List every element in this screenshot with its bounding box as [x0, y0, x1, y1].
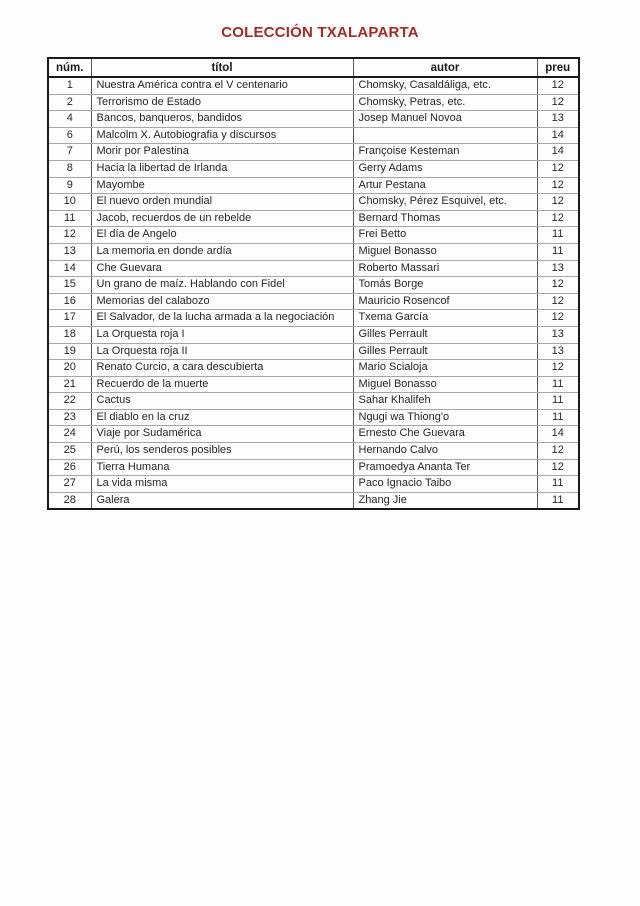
- cell-titol: Tierra Humana: [91, 459, 353, 476]
- cell-autor: Ernesto Che Guevara: [353, 426, 537, 443]
- cell-preu: 12: [537, 310, 579, 327]
- cell-autor: Chomsky, Casaldáliga, etc.: [353, 77, 537, 94]
- page-title: COLECCIÓN TXALAPARTA: [221, 24, 419, 41]
- column-header-autor: autor: [353, 58, 537, 77]
- cell-titol: Galera: [91, 492, 353, 509]
- cell-autor: Gerry Adams: [353, 160, 537, 177]
- cell-autor: Ngugi wa Thiong'o: [353, 409, 537, 426]
- cell-num: 18: [48, 326, 91, 343]
- cell-titol: Viaje por Sudamérica: [91, 426, 353, 443]
- cell-num: 22: [48, 393, 91, 410]
- table-row: [48, 111, 579, 128]
- cell-num: 20: [48, 360, 91, 377]
- table-row: [48, 227, 579, 244]
- table-row: [48, 144, 579, 161]
- header-row: [48, 58, 579, 77]
- cell-num: 11: [48, 210, 91, 227]
- cell-num: 6: [48, 127, 91, 144]
- cell-titol: Recuerdo de la muerte: [91, 376, 353, 393]
- cell-titol: Che Guevara: [91, 260, 353, 277]
- cell-autor: Paco Ignacio Taibo: [353, 476, 537, 493]
- book-table: [47, 57, 580, 510]
- cell-titol: Perú, los senderos posibles: [91, 443, 353, 460]
- cell-preu: 12: [537, 177, 579, 194]
- cell-titol: Hacia la libertad de Irlanda: [91, 160, 353, 177]
- cell-num: 15: [48, 277, 91, 294]
- table-row: [48, 293, 579, 310]
- cell-autor: Gilles Perrault: [353, 326, 537, 343]
- cell-autor: Txema García: [353, 310, 537, 327]
- table-row: [48, 243, 579, 260]
- cell-titol: Bancos, banqueros, bandidos: [91, 111, 353, 128]
- cell-titol: Jacob, recuerdos de un rebelde: [91, 210, 353, 227]
- table-row: [48, 127, 579, 144]
- cell-preu: 12: [537, 160, 579, 177]
- cell-num: 10: [48, 194, 91, 211]
- cell-autor: Roberto Massari: [353, 260, 537, 277]
- cell-preu: 11: [537, 376, 579, 393]
- cell-titol: Cactus: [91, 393, 353, 410]
- cell-num: 28: [48, 492, 91, 509]
- cell-titol: El nuevo orden mundial: [91, 194, 353, 211]
- cell-autor: Bernard Thomas: [353, 210, 537, 227]
- table-row: [48, 260, 579, 277]
- table-row: [48, 409, 579, 426]
- cell-titol: Morir por Palestina: [91, 144, 353, 161]
- cell-num: 4: [48, 111, 91, 128]
- table-row: [48, 360, 579, 377]
- table-row: [48, 310, 579, 327]
- cell-num: 19: [48, 343, 91, 360]
- cell-autor: Tomás Borge: [353, 277, 537, 294]
- cell-preu: 12: [537, 293, 579, 310]
- cell-preu: 12: [537, 360, 579, 377]
- cell-autor: Josep Manuel Novoa: [353, 111, 537, 128]
- cell-preu: 12: [537, 277, 579, 294]
- cell-titol: Terrorismo de Estado: [91, 94, 353, 111]
- cell-preu: 14: [537, 127, 579, 144]
- cell-autor: Zhang Jie: [353, 492, 537, 509]
- cell-autor: Chomsky, Pérez Esquivel, etc.: [353, 194, 537, 211]
- cell-preu: 13: [537, 343, 579, 360]
- cell-preu: 12: [537, 443, 579, 460]
- cell-preu: 12: [537, 94, 579, 111]
- cell-autor: Gilles Perrault: [353, 343, 537, 360]
- cell-titol: Mayombe: [91, 177, 353, 194]
- table-row: [48, 459, 579, 476]
- cell-preu: 14: [537, 144, 579, 161]
- table-header: [48, 58, 579, 77]
- cell-titol: Memorias del calabozo: [91, 293, 353, 310]
- table-row: [48, 326, 579, 343]
- cell-num: 16: [48, 293, 91, 310]
- cell-preu: 12: [537, 194, 579, 211]
- cell-num: 8: [48, 160, 91, 177]
- cell-autor: Chomsky, Petras, etc.: [353, 94, 537, 111]
- cell-num: 2: [48, 94, 91, 111]
- table-row: [48, 426, 579, 443]
- cell-autor: Hernando Calvo: [353, 443, 537, 460]
- cell-num: 21: [48, 376, 91, 393]
- cell-titol: El Salvador, de la lucha armada a la negociación: [91, 310, 353, 327]
- cell-preu: 12: [537, 210, 579, 227]
- cell-titol: Malcolm X. Autobiografia y discursos: [91, 127, 353, 144]
- cell-preu: 12: [537, 77, 579, 94]
- cell-num: 17: [48, 310, 91, 327]
- table-row: [48, 77, 579, 94]
- cell-preu: 13: [537, 326, 579, 343]
- cell-titol: La Orquesta roja I: [91, 326, 353, 343]
- table-row: [48, 476, 579, 493]
- cell-autor: Frei Betto: [353, 227, 537, 244]
- cell-titol: La Orquesta roja II: [91, 343, 353, 360]
- cell-num: 14: [48, 260, 91, 277]
- cell-autor: Artur Pestana: [353, 177, 537, 194]
- cell-preu: 14: [537, 426, 579, 443]
- column-header-preu: preu: [537, 58, 579, 77]
- cell-titol: El diablo en la cruz: [91, 409, 353, 426]
- cell-preu: 11: [537, 409, 579, 426]
- table-row: [48, 194, 579, 211]
- table-row: [48, 376, 579, 393]
- cell-preu: 13: [537, 111, 579, 128]
- cell-titol: La memoria en donde ardía: [91, 243, 353, 260]
- cell-autor: Miguel Bonasso: [353, 243, 537, 260]
- table-row: [48, 277, 579, 294]
- table-row: [48, 343, 579, 360]
- table-row: [48, 210, 579, 227]
- table-row: [48, 492, 579, 509]
- cell-titol: El día de Angelo: [91, 227, 353, 244]
- cell-autor: Sahar Khalifeh: [353, 393, 537, 410]
- table-row: [48, 177, 579, 194]
- cell-preu: 11: [537, 393, 579, 410]
- cell-num: 7: [48, 144, 91, 161]
- cell-num: 25: [48, 443, 91, 460]
- table-row: [48, 94, 579, 111]
- cell-num: 26: [48, 459, 91, 476]
- book-table-body: [48, 77, 579, 509]
- cell-num: 12: [48, 227, 91, 244]
- cell-titol: La vida misma: [91, 476, 353, 493]
- cell-num: 27: [48, 476, 91, 493]
- cell-num: 24: [48, 426, 91, 443]
- cell-autor: Pramoedya Ananta Ter: [353, 459, 537, 476]
- cell-preu: 12: [537, 459, 579, 476]
- cell-titol: Un grano de maíz. Hablando con Fidel: [91, 277, 353, 294]
- table-row: [48, 443, 579, 460]
- cell-num: 13: [48, 243, 91, 260]
- cell-autor: Mauricio Rosencof: [353, 293, 537, 310]
- cell-autor: Miguel Bonasso: [353, 376, 537, 393]
- cell-preu: 13: [537, 260, 579, 277]
- cell-titol: Renato Curcio, a cara descubierta: [91, 360, 353, 377]
- cell-preu: 11: [537, 476, 579, 493]
- column-header-titol: títol: [91, 58, 353, 77]
- cell-autor: Mario Scialoja: [353, 360, 537, 377]
- cell-preu: 11: [537, 492, 579, 509]
- table-row: [48, 393, 579, 410]
- cell-num: 9: [48, 177, 91, 194]
- cell-autor: Françoise Kesteman: [353, 144, 537, 161]
- table-row: [48, 160, 579, 177]
- cell-num: 1: [48, 77, 91, 94]
- cell-titol: Nuestra América contra el V centenario: [91, 77, 353, 94]
- column-header-num: núm.: [48, 58, 91, 77]
- cell-preu: 11: [537, 227, 579, 244]
- cell-preu: 11: [537, 243, 579, 260]
- cell-autor: [353, 127, 537, 144]
- cell-num: 23: [48, 409, 91, 426]
